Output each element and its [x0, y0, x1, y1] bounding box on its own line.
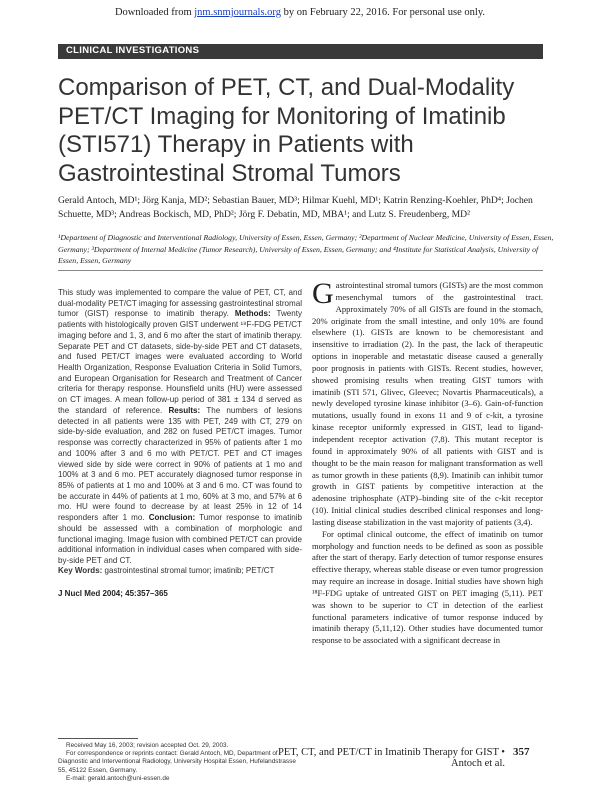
- footnote-divider: [58, 738, 138, 739]
- running-head: PET, CT, and PET/CT in Imatinib Therapy for GIST • Antoch et al.: [278, 747, 505, 769]
- download-notice-suffix: by on February 22, 2016. For personal use only.: [281, 7, 486, 18]
- page-number: 357: [513, 746, 530, 758]
- citation: [58, 589, 168, 598]
- abstract-conclusion: Tumor response to imatinib should be assessed with a combination of morphologic and functional imaging. Image fusion with combined PET/CT can provide additional information in individual cases when compared with side-by-side PET and CT.: [58, 513, 302, 565]
- abstract-methods-label: Methods:: [234, 309, 271, 319]
- keywords-value: gastrointestinal stromal tumor; imatinib; PET/CT: [104, 566, 275, 575]
- citation-text: J Nucl Med 2004; 45:357–365: [58, 589, 168, 598]
- body-paragraph-1: astrointestinal stromal tumors (GISTs) are the most common mesenchymal tumors of the gastrointestinal tract. Approximately 70% of all GISTs are found in the stomach, 20% originate from the small intestine, and only 10% are found elsewhere (1). GISTs are known to be chemoresistant and insensitive to irradiation (2). In the past, the lack of therapeutic options in inoperable and metastatic disease caused a generally poor prognosis in patients with GISTs. Recent studies, however, showed promising results when treating GIST tumors with imatinib (STI 571, Glivec, Gleevec; Novartis Pharmaceuticals), a newly developed tyrosine kinase inhibitor (3–6). Gain-of-function mutations, usually found in exons 11 and 9 of c-kit, a tyrosine kinase receptor uniformly expressed in GIST, lead to ligand-independent receptor activation (7,8). This mutant receptor is found in approximately 90% of all patients with GIST and is thought to be the main reason for malignant transformation as well as tumor growth in these patients (8,9). Imatinib can inhibit tumor growth in GIST patients by competitive interaction at the adenosine triphosphate (ATP)–binding site of the c-kit receptor (10). Initial clinical studies described clinical responses and long-lasting disease stabilization in the vast majority of patients (3,4).: [312, 280, 543, 527]
- footnote-email: E-mail: gerald.antoch@uni-essen.de: [66, 774, 170, 782]
- drop-cap: G: [312, 277, 334, 310]
- body-paragraph-2: For optimal clinical outcome, the effect of imatinib on tumor morphology and function needs to be defined as soon as possible after the start of therapy. Early detection of tumor response ensures effective therapy, whereas stable disease or even tumor progression may require an increase in dosage. Initial studies have shown high ¹⁸F-FDG uptake of untreated GIST on PET imaging (5,11). PET was shown to be superior to CT in detection of the earliest functional parameters indicative of tumor response induced by imatinib therapy (5,11,12). Other studies have documented tumor response to be associated with a significant decrease in: [312, 528, 543, 646]
- footnote-received: Received May 16, 2003; revision accepted Oct. 29, 2003.: [66, 742, 229, 749]
- abstract-results-label: Results:: [168, 405, 201, 415]
- abstract-intro: This study was implemented to compare the value of PET, CT, and dual-modality PET/CT imaging for assessing gastrointestinal stromal tumor (GIST) response to imatinib therapy.: [58, 288, 302, 319]
- author-list: Gerald Antoch, MD¹; Jörg Kanja, MD²; Sebastian Bauer, MD³; Hilmar Kuehl, MD¹; Katrin Renzing-Koehler, PhD⁴; Jochen Schuette, MD³; Andreas Bockisch, MD, PhD²; Jörg F. Debatin, MD, MBA¹; and Lutz S. Freudenberg, MD²: [58, 195, 533, 220]
- footnote-correspondence: For correspondence or reprints contact: Gerald Antoch, MD, Department of Diagnostic and Interventional Radiology, University Hospital Essen, Hufelandstrasse 55, 45122 Essen, Germany.: [58, 750, 296, 774]
- body-paragraph: [312, 277, 543, 529]
- abstract-results: The numbers of lesions detected in all patients were 135 with PET, 249 with CT, 279 on side-by-side evaluation, and 282 on fused PET/CT images. Tumor response was correctly characterized in 95% of patients after 1 mo and 100% after 3 and 6 mo with PET/CT. PET and CT images viewed side by side were correct in 90% of patients at 1 mo and 100% at 3 and 6 mo. PET accurately diagnosed tumor response in 85% of patients at 1 mo and 100% at 3 and 6 mo. CT was found to be accurate in 44% of patients at 1 mo, 60% at 3 mo, and 57% at 6 mo. HU were found to decrease by at least 25% in 12 of 14 responders after 1 mo.: [58, 405, 302, 523]
- journal-link[interactable]: jnm.snmjournals.org: [194, 7, 281, 18]
- abstract: [58, 288, 302, 567]
- affiliations: ¹Department of Diagnostic and Interventional Radiology, University of Essen, Essen, Germany; ²Department of Nuclear Medicine, University of Essen, Essen, Germany; ³Department of Internal Medicine (Tumor Research), University of Essen, Essen, Germany; and ⁴Institute for Statistical Analysis, University of Essen, Essen, Germany: [58, 233, 554, 266]
- abstract-methods: Twenty patients with histologically proven GIST underwent ¹⁸F-FDG PET/CT imaging before and 1, 3, and 6 mo after the start of imatinib therapy. Separate PET and CT datasets, side-by-side PET and CT datasets, and fused PET/CT images were evaluated according to World Health Organization, Response Evaluation Criteria in Solid Tumors, and European Organisation for Research and Treatment of Cancer criteria for therapy response. Hounsfield units (HU) were assessed on CT images. A mean follow-up period of 381 ± 134 d served as the standard of reference.: [58, 309, 302, 415]
- section-label: CLINICAL INVESTIGATIONS: [66, 45, 200, 56]
- download-notice-prefix: Downloaded from: [114, 7, 195, 18]
- download-notice: [0, 7, 600, 18]
- article-title: Comparison of PET, CT, and Dual-Modality PET/CT Imaging for Monitoring of Imatinib (STI571) Therapy in Patients with Gastrointestinal Stromal Tumors: [58, 74, 515, 187]
- keywords: [58, 566, 302, 577]
- header-divider: [58, 270, 543, 271]
- body-text: [312, 277, 543, 647]
- abstract-conclusion-label: Conclusion:: [148, 513, 196, 523]
- keywords-label: Key Words:: [58, 566, 103, 575]
